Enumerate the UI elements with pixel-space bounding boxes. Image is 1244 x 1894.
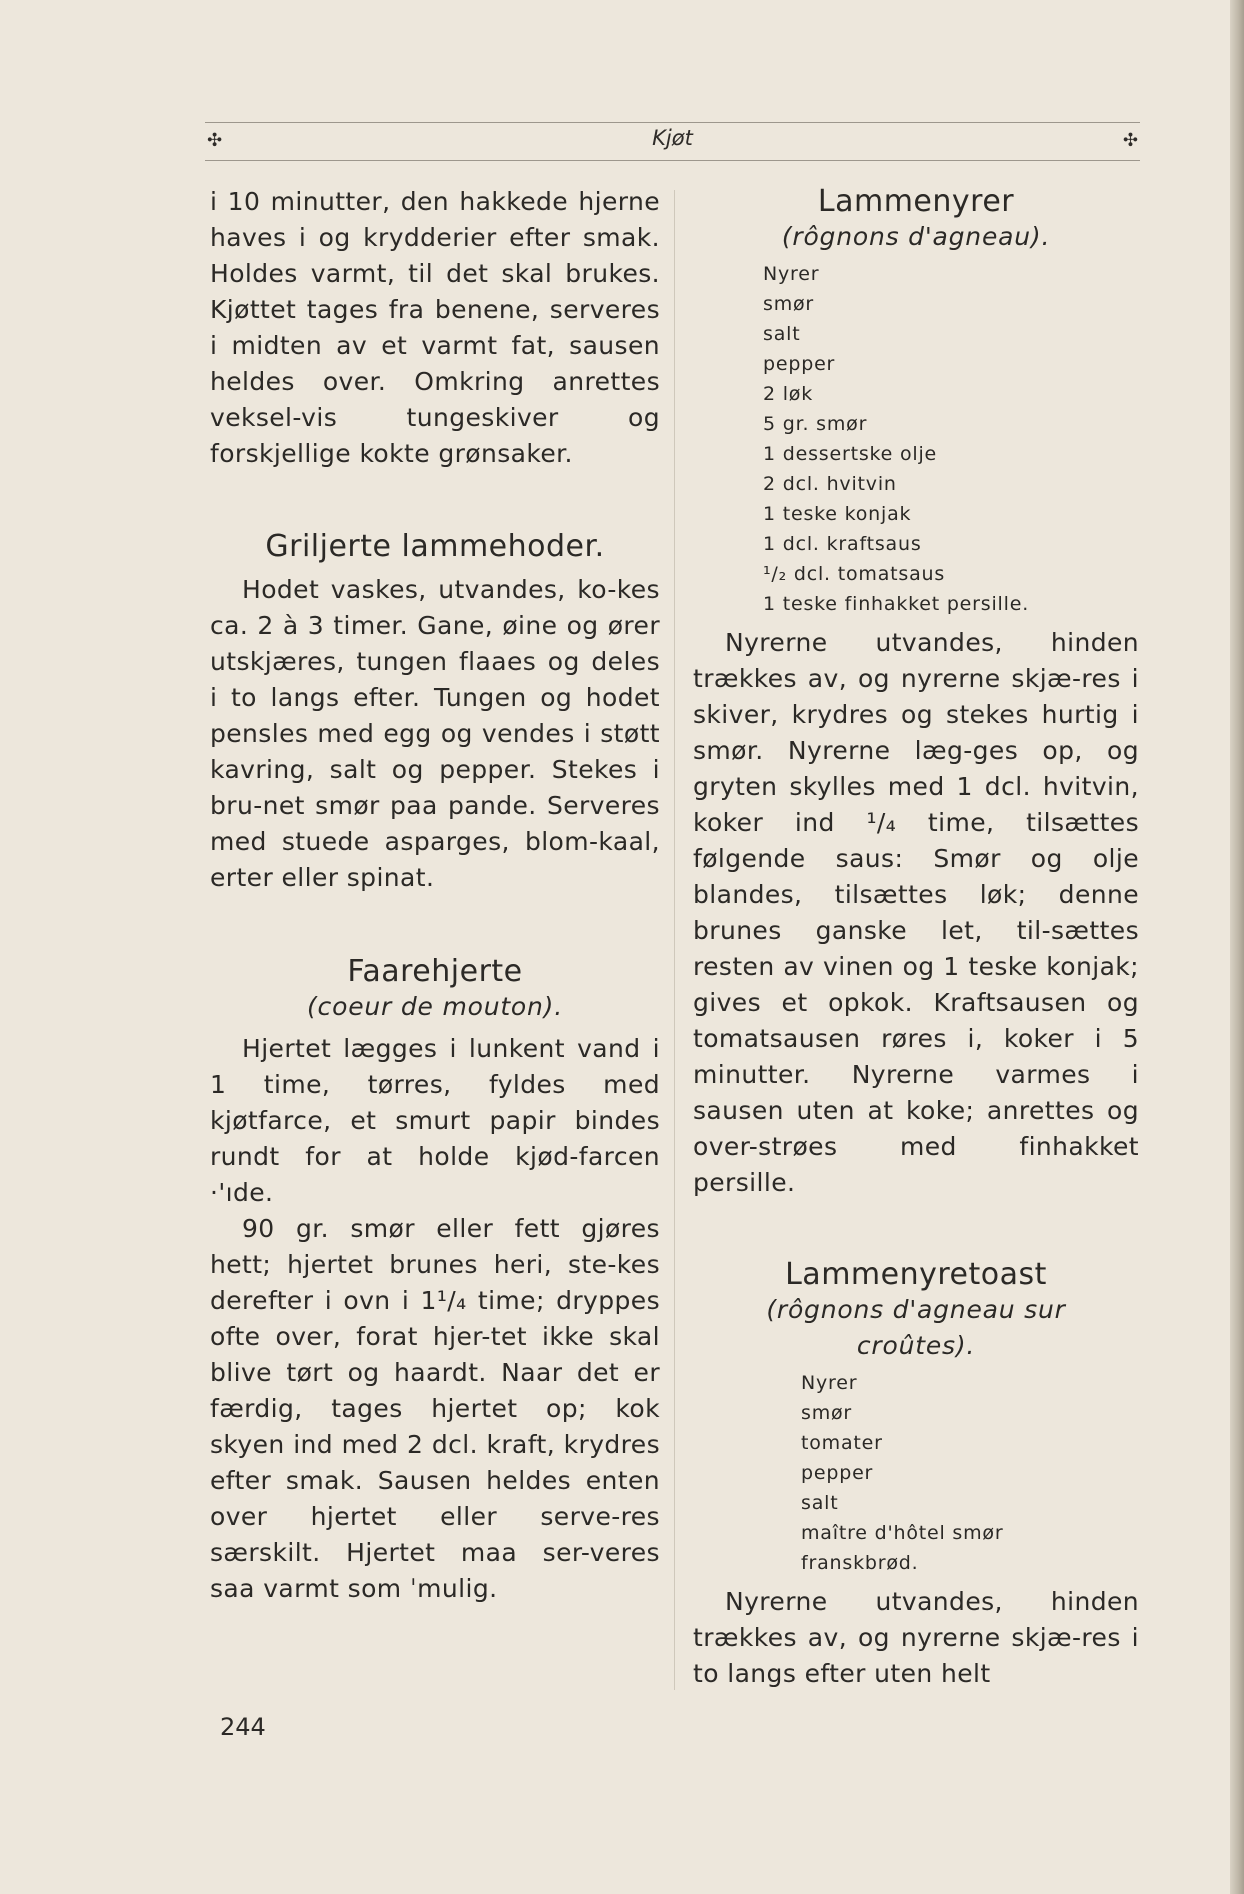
ingredient-item: Nyrer xyxy=(801,1372,858,1394)
ingredient-item: salt xyxy=(763,323,801,345)
ingredient-item: pepper xyxy=(801,1462,874,1484)
ingredient-item: Nyrer xyxy=(763,263,820,285)
header-rule-bottom xyxy=(205,160,1140,161)
ingredient-item: franskbrød. xyxy=(801,1552,919,1574)
recipe-title: Lammenyrer xyxy=(817,184,1015,219)
intro-paragraph: i 10 minutter, den hakkede hjerne haves i og krydderier efter smak. Holdes varmt, til det skal brukes. Kjøttet tages fra benene, serveres i midten av et varmt fat, sausen heldes over. Omkring anrettes veksel-vis tungeskiver og forskjellige kokte grønsaker. xyxy=(210,187,660,468)
ingredient-item: 2 dcl. hvitvin xyxy=(763,473,897,495)
recipe-text: Nyrerne utvandes, hinden trækkes av, og nyrerne skjæ-res i to langs efter uten helt xyxy=(693,1587,1139,1688)
ingredient-item: ¹/₂ dcl. tomatsaus xyxy=(763,563,946,585)
column-divider xyxy=(674,190,675,1690)
left-column xyxy=(210,184,660,1607)
running-title: Kjøt xyxy=(652,126,693,150)
page-number: 244 xyxy=(220,1713,266,1741)
ornament-icon: ✣ xyxy=(207,130,223,151)
running-header xyxy=(205,122,1140,162)
ingredient-item: smør xyxy=(763,293,815,315)
ingredient-list xyxy=(693,259,1139,619)
ingredient-item: 1 dcl. kraftsaus xyxy=(763,533,922,555)
recipe-subtitle: (rôgnons d'agneau sur croûtes). xyxy=(766,1295,1066,1360)
ingredient-item: tomater xyxy=(801,1432,883,1454)
ingredient-item: maître d'hôtel smør xyxy=(801,1522,1004,1544)
ingredient-item: smør xyxy=(801,1402,853,1424)
recipe-subtitle: (rôgnons d'agneau). xyxy=(781,222,1051,251)
recipe-text: Hjertet lægges i lunkent vand i 1 time, tørres, fyldes med kjøtfarce, et smurt papir bindes rundt for at holde kjød-farcen ·'ıde. xyxy=(210,1034,660,1207)
ingredient-item: pepper xyxy=(763,353,836,375)
recipe-title: Griljerte lammehoder. xyxy=(265,529,605,564)
ingredient-item: 2 løk xyxy=(763,383,814,405)
recipe-title: Faarehjerte xyxy=(347,954,523,989)
recipe-subtitle: (coeur de mouton). xyxy=(307,992,563,1021)
ingredient-item: 5 gr. smør xyxy=(763,413,868,435)
recipe-text: 90 gr. smør eller fett gjøres hett; hjertet brunes heri, ste-kes derefter i ovn i 1¹/₄ time; dryppes ofte over, forat hjer-tet ikke skal blive tørt og haardt. Naar det er færdig, tages hjertet op; kok skyen ind med 2 dcl. kraft, krydres efter smak. Sausen heldes enten over hjertet eller serve-res særskilt. Hjertet maa ser-veres saa varmt som ˈmulig. xyxy=(210,1214,660,1603)
ingredient-list xyxy=(693,1368,1139,1578)
recipe-title: Lammenyretoast xyxy=(785,1257,1047,1292)
ornament-icon: ✣ xyxy=(1122,130,1138,151)
recipe-text: Hodet vaskes, utvandes, ko-kes ca. 2 à 3 timer. Gane, øine og ører utskjæres, tungen flaaes og deles i to langs efter. Tungen og hodet pensles med egg og vendes i støtt kavring, salt og pepper. Stekes i bru-net smør paa pande. Serveres med stuede asparges, blom-kaal, erter eller spinat. xyxy=(210,575,660,892)
recipe-text: Nyrerne utvandes, hinden trækkes av, og nyrerne skjæ-res i skiver, krydres og stekes hurtig i smør. Nyrerne læg-ges op, og gryten skylles med 1 dcl. hvitvin, koker ind ¹/₄ time, tilsættes følgende saus: Smør og olje blandes, tilsættes løk; denne brunes ganske let, til-sættes resten av vinen og 1 teske konjak; gives et opkok. Kraftsausen og tomatsausen røres i, koker i 5 minutter. Nyrerne varmes i sausen uten at koke; anrettes og over-strøes med finhakket persille. xyxy=(693,628,1139,1197)
ingredient-item: 1 dessertske olje xyxy=(763,443,938,465)
right-column xyxy=(693,184,1139,1692)
header-rule-top xyxy=(205,122,1140,123)
ingredient-item: salt xyxy=(801,1492,839,1514)
ingredient-item: 1 teske finhakket persille. xyxy=(763,593,1030,615)
ingredient-item: 1 teske konjak xyxy=(763,503,912,525)
page-edge xyxy=(1230,0,1244,1894)
